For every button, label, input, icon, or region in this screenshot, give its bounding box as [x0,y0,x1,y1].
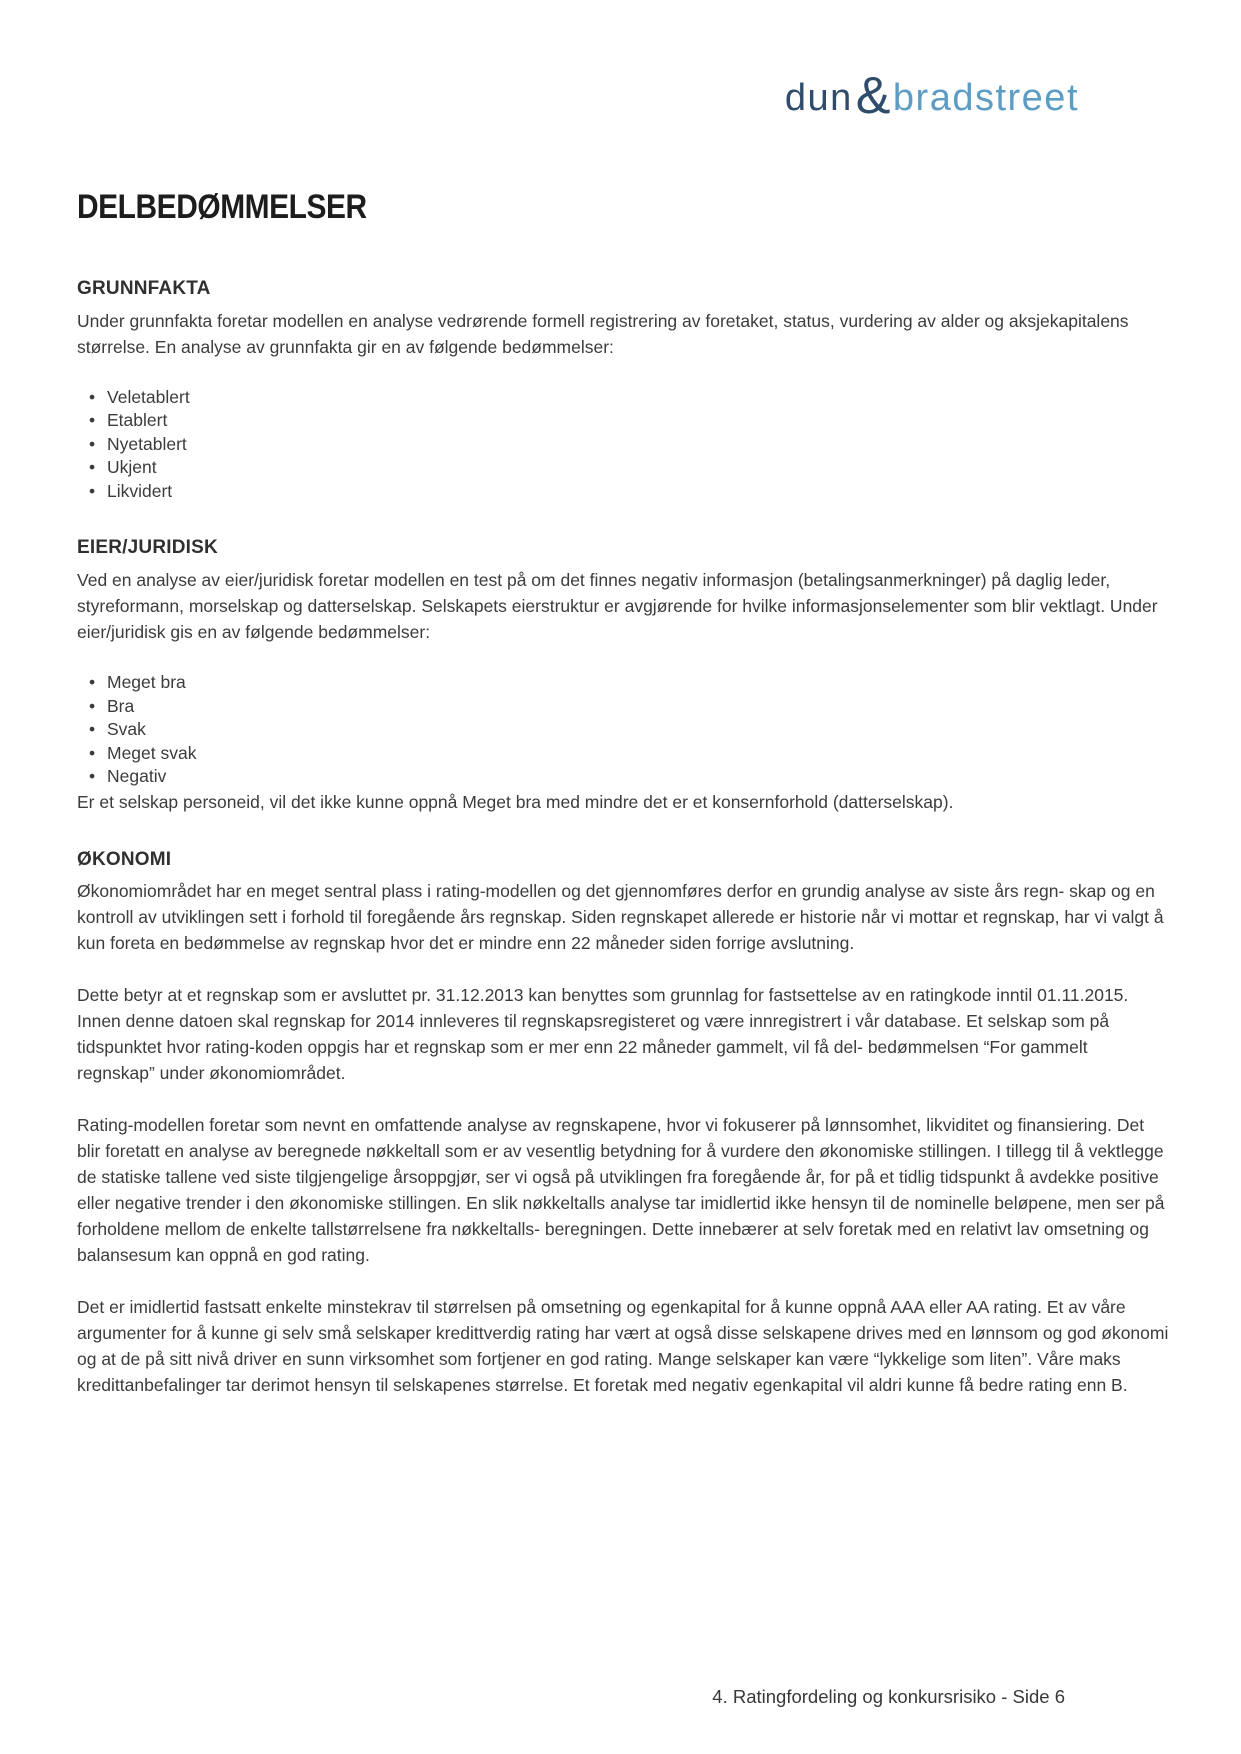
logo-ampersand-icon: & [855,67,892,125]
list-item: • Etablert [89,409,1169,433]
list-item: • Bra [89,695,1169,719]
okonomi-paragraph-4: Det er imidlertid fastsatt enkelte minstekrav til størrelsen på omsetning og egenkapital for å kunne oppnå AAA eller AA rating. Et av våre argumenter for å kunne gi selv små selskaper kredittverdig rating har vært at også disse selskapene drives med en lønnsom og god økonomi og at de på sitt nivå driver en sunn virksomhet som fortjener en god rating. Mange selskaper kan være “lykkelige som liten”. Våre maks kredittanbefalinger tar derimot hensyn til selskapenes størrelse. Et foretak med negativ egenkapital vil aldri kunne få bedre rating enn B. [77,1297,1169,1396]
eier-juridisk-note: Er et selskap personeid, vil det ikke kunne oppnå Meget bra med mindre det er et konsernforhold (datterselskap). [77,791,954,812]
okonomi-paragraph-3: Rating-modellen foretar som nevnt en omfattende analyse av regnskapene, hvor vi fokuserer på lønnsomhet, likviditet og finansiering. Det blir foretatt en analyse av beregnede nøkkeltall som er av vesentlig betydning for å vurdere den økonomiske stillingen. I tillegg til å vektlegge de statiske tallene ved siste tilgjengelige årsoppgjør, ser vi også på utviklingen fra foregående år, for på et tidlig tidspunkt å avdekke positive eller negative trender i den økonomiske stillingen. En slik nøkkeltalls analyse tar imidlertid ikke hensyn til de nominelle beløpene, men ser på forholdene mellom de enkelte tallstørrelsene fra nøkkeltalls- beregningen. Dette innebærer at selv foretak med en relativt lav omsetning og balansesum kan oppnå en god rating. [77,1115,1165,1266]
logo-word-dun: dun [784,76,853,119]
section-okonomi [77,849,1169,1399]
list-item: • Meget bra [89,671,1169,695]
okonomi-paragraph-1: Økonomiområdet har en meget sentral plass i rating-modellen og det gjennomføres derfor en grundig analyse av siste års regn- skap og en kontroll av utviklingen sett i forhold til foregående års regnskap. Siden regnskapet allerede er historie når vi mottar et regnskap, har vi valgt å kun foreta en bedømmelse av regnskap hvor det er mindre enn 22 måneder siden forrige avslutning. [77,881,1164,954]
logo-word-bradstreet: bradstreet [892,76,1079,119]
grunnfakta-intro: Under grunnfakta foretar modellen en analyse vedrørende formell registrering av foretaket, status, vurdering av alder og aksjekapitalens størrelse. En analyse av grunnfakta gir en av følgende bedømmelser: [77,310,1129,357]
page-title: DELBEDØMMELSER [77,188,367,226]
section-heading-okonomi: ØKONOMI [77,848,172,870]
grunnfakta-bullet-list [77,386,1169,504]
okonomi-paragraph-2: Dette betyr at et regnskap som er avsluttet pr. 31.12.2013 kan benyttes som grunnlag for fastsettelse av en ratingkode inntil 01.11.2015. Innen denne datoen skal regnskap for 2014 innleveres til regnskapsregisteret og være innregistrert i vår database. Et selskap som på tidspunktet hvor rating-koden oppgis har et regnskap som er mer enn 22 måneder gammelt, vil få del- bedømmelsen “For gammelt regnskap” under økonomiområdet. [77,985,1129,1084]
list-item: • Meget svak [89,742,1169,766]
dun-bradstreet-logo [785,68,1079,128]
list-item: • Nyetablert [89,433,1169,457]
page-footer: 4. Ratingfordeling og konkursrisiko - Side 6 [712,1686,1065,1707]
section-grunnfakta [77,278,1169,503]
list-item: • Ukjent [89,456,1169,480]
list-item: • Svak [89,718,1169,742]
list-item: • Likvidert [89,480,1169,504]
list-item: • Negativ [89,765,1169,789]
document-content [77,190,1169,1398]
eier-juridisk-bullet-list [77,671,1169,789]
list-item: • Veletablert [89,386,1169,410]
section-eier-juridisk [77,537,1169,814]
eier-juridisk-intro: Ved en analyse av eier/juridisk foretar modellen en test på om det finnes negativ informasjon (betalingsanmerkninger) på daglig leder, styreformann, morselskap og datterselskap. Selskapets eierstruktur er avgjørende for hvilke informasjonselementer som blir vektlagt. Under eier/juridisk gis en av følgende bedømmelser: [77,570,1158,643]
section-heading-eier-juridisk: EIER/JURIDISK [77,537,218,559]
section-heading-grunnfakta: GRUNNFAKTA [77,278,211,299]
